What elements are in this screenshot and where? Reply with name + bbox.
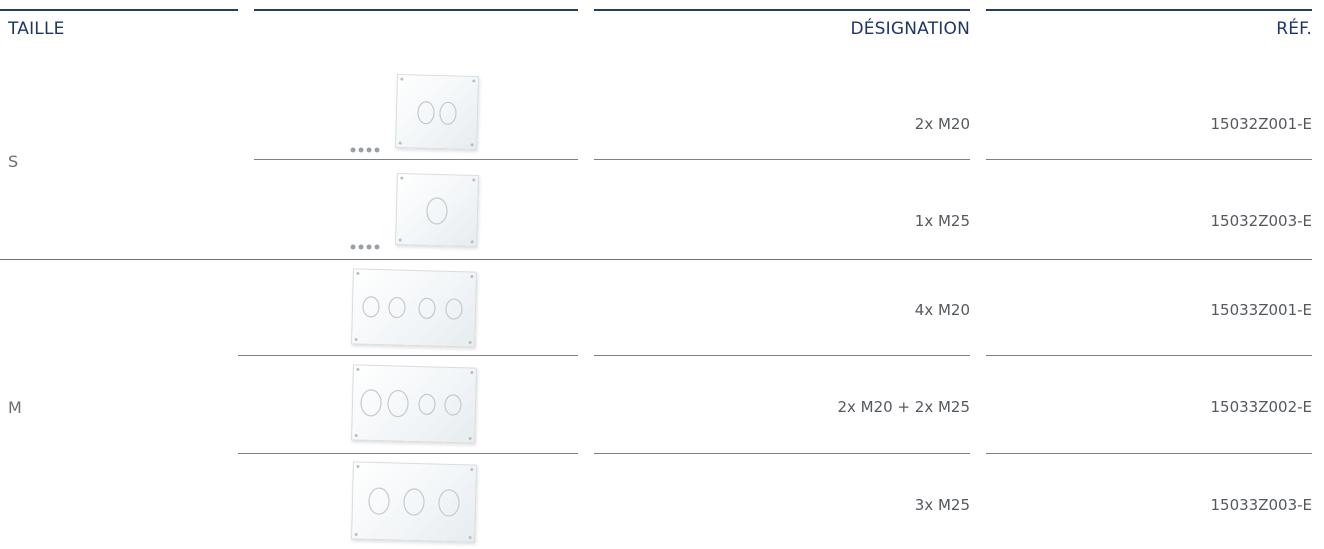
row-divider xyxy=(594,355,970,356)
header-designation: DÉSIGNATION xyxy=(850,19,970,39)
header-size: TAILLE xyxy=(8,19,65,39)
size-label-m: M xyxy=(8,398,22,417)
header-rule-designation xyxy=(594,9,970,11)
product-image-plate-1-hole xyxy=(395,173,479,247)
reference-cell: 15033Z001-E xyxy=(1210,301,1312,319)
blanking-caps-image xyxy=(350,139,384,158)
row-divider xyxy=(594,453,970,454)
designation-cell: 4x M20 xyxy=(914,301,970,319)
row-divider xyxy=(238,355,578,356)
row-divider xyxy=(986,355,1312,356)
designation-cell: 3x M25 xyxy=(914,496,970,514)
product-image-plate-3-holes xyxy=(351,461,477,542)
blanking-caps-image xyxy=(350,236,384,255)
product-image-plate-2-holes xyxy=(395,74,479,150)
size-label-s: S xyxy=(8,152,19,171)
reference-cell: 15032Z001-E xyxy=(1210,115,1312,133)
designation-cell: 1x M25 xyxy=(914,212,970,230)
product-image-plate-4-holes-mixed xyxy=(351,364,477,443)
header-rule-image xyxy=(254,9,578,11)
row-divider xyxy=(594,159,970,160)
reference-cell: 15032Z003-E xyxy=(1210,212,1312,230)
row-divider xyxy=(254,159,578,160)
reference-cell: 15033Z002-E xyxy=(1210,398,1312,416)
designation-cell: 2x M20 xyxy=(914,115,970,133)
row-divider xyxy=(238,453,578,454)
header-rule-size xyxy=(0,9,238,11)
header-reference: RÉF. xyxy=(1276,19,1312,39)
designation-cell: 2x M20 + 2x M25 xyxy=(837,398,970,416)
header-rule-reference xyxy=(986,9,1312,11)
row-divider xyxy=(986,453,1312,454)
row-divider xyxy=(986,159,1312,160)
group-divider xyxy=(0,259,1312,260)
reference-cell: 15033Z003-E xyxy=(1210,496,1312,514)
product-image-plate-4-holes xyxy=(351,268,477,347)
